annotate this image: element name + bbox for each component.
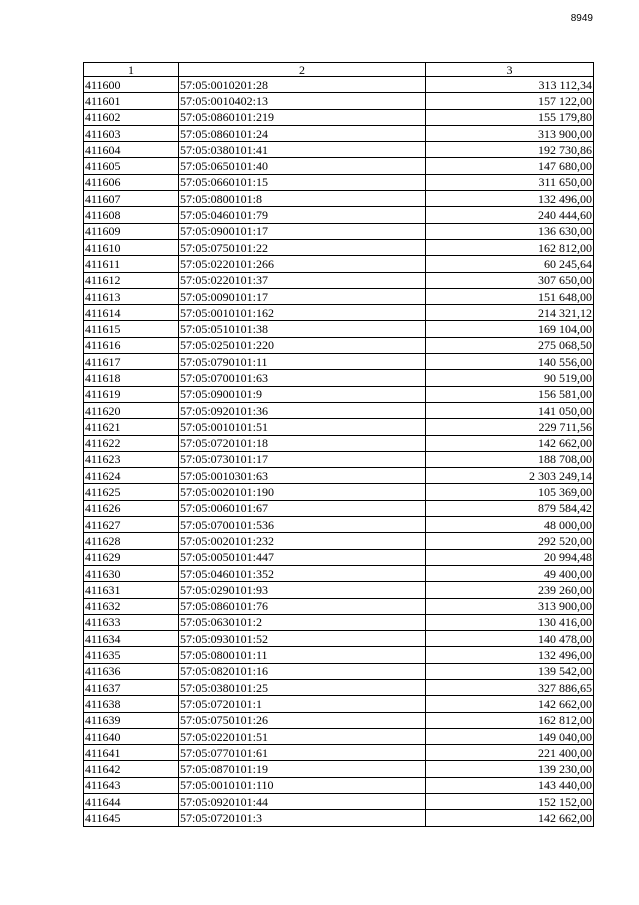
registry-number-cell: 411634 [84, 631, 179, 647]
header-row [84, 63, 594, 77]
table-row [84, 761, 594, 777]
table-row [84, 500, 594, 516]
cadastral-number-cell: 57:05:0090101:17 [179, 288, 426, 304]
table-row [84, 77, 594, 93]
cadastral-number-cell: 57:05:0870101:19 [179, 761, 426, 777]
cadastral-number-cell: 57:05:0920101:44 [179, 794, 426, 810]
table-row [84, 93, 594, 109]
table-row [84, 191, 594, 207]
table-row [84, 745, 594, 761]
table-row [84, 696, 594, 712]
value-cell: 192 730,86 [426, 142, 594, 158]
table-header [84, 63, 594, 77]
table-row [84, 239, 594, 255]
registry-number-cell: 411617 [84, 354, 179, 370]
table-row [84, 565, 594, 581]
registry-number-cell: 411631 [84, 582, 179, 598]
table-row [84, 598, 594, 614]
registry-number-cell: 411613 [84, 288, 179, 304]
cadastral-number-cell: 57:05:0380101:25 [179, 679, 426, 695]
table-row [84, 794, 594, 810]
table-row [84, 288, 594, 304]
registry-number-cell: 411622 [84, 435, 179, 451]
table-row [84, 712, 594, 728]
registry-number-cell: 411602 [84, 109, 179, 125]
value-cell: 140 556,00 [426, 354, 594, 370]
value-cell: 162 812,00 [426, 712, 594, 728]
registry-number-cell: 411635 [84, 647, 179, 663]
registry-number-cell: 411606 [84, 174, 179, 190]
value-cell: 152 152,00 [426, 794, 594, 810]
table-row [84, 109, 594, 125]
registry-number-cell: 411611 [84, 256, 179, 272]
cadastral-number-cell: 57:05:0730101:17 [179, 451, 426, 467]
registry-number-cell: 411645 [84, 810, 179, 826]
column-header-3: 3 [426, 63, 594, 77]
cadastral-number-cell: 57:05:0660101:15 [179, 174, 426, 190]
value-cell: 313 112,34 [426, 77, 594, 93]
value-cell: 49 400,00 [426, 565, 594, 581]
value-cell: 139 230,00 [426, 761, 594, 777]
table-body [84, 77, 594, 827]
cadastral-number-cell: 57:05:0010101:110 [179, 777, 426, 793]
cadastral-number-cell: 57:05:0930101:52 [179, 631, 426, 647]
cadastral-number-cell: 57:05:0800101:11 [179, 647, 426, 663]
registry-number-cell: 411610 [84, 239, 179, 255]
registry-number-cell: 411619 [84, 386, 179, 402]
cadastral-number-cell: 57:05:0460101:79 [179, 207, 426, 223]
registry-number-cell: 411643 [84, 777, 179, 793]
value-cell: 229 711,56 [426, 419, 594, 435]
registry-number-cell: 411605 [84, 158, 179, 174]
value-cell: 48 000,00 [426, 517, 594, 533]
table-row [84, 207, 594, 223]
table-row [84, 142, 594, 158]
cadastral-number-cell: 57:05:0220101:37 [179, 272, 426, 288]
table-row [84, 679, 594, 695]
table-row [84, 810, 594, 826]
value-cell: 20 994,48 [426, 549, 594, 565]
cadastral-number-cell: 57:05:0720101:3 [179, 810, 426, 826]
registry-number-cell: 411615 [84, 321, 179, 337]
registry-number-cell: 411632 [84, 598, 179, 614]
value-cell: 221 400,00 [426, 745, 594, 761]
registry-number-cell: 411614 [84, 305, 179, 321]
registry-number-cell: 411612 [84, 272, 179, 288]
table-row [84, 158, 594, 174]
value-cell: 141 050,00 [426, 402, 594, 418]
registry-number-cell: 411600 [84, 77, 179, 93]
value-cell: 130 416,00 [426, 614, 594, 630]
value-cell: 140 478,00 [426, 631, 594, 647]
registry-number-cell: 411639 [84, 712, 179, 728]
value-cell: 139 542,00 [426, 663, 594, 679]
registry-number-cell: 411624 [84, 468, 179, 484]
cadastral-number-cell: 57:05:0720101:1 [179, 696, 426, 712]
registry-number-cell: 411642 [84, 761, 179, 777]
table-row [84, 533, 594, 549]
registry-number-cell: 411626 [84, 500, 179, 516]
value-cell: 147 680,00 [426, 158, 594, 174]
table-row [84, 484, 594, 500]
table-row [84, 451, 594, 467]
value-cell: 157 122,00 [426, 93, 594, 109]
cadastral-number-cell: 57:05:0250101:220 [179, 337, 426, 353]
value-cell: 313 900,00 [426, 125, 594, 141]
value-cell: 879 584,42 [426, 500, 594, 516]
cadastral-number-cell: 57:05:0860101:76 [179, 598, 426, 614]
registry-number-cell: 411644 [84, 794, 179, 810]
table-row [84, 647, 594, 663]
registry-number-cell: 411620 [84, 402, 179, 418]
table-row [84, 174, 594, 190]
value-cell: 142 662,00 [426, 435, 594, 451]
value-cell: 311 650,00 [426, 174, 594, 190]
registry-number-cell: 411627 [84, 517, 179, 533]
value-cell: 132 496,00 [426, 647, 594, 663]
table-row [84, 549, 594, 565]
table-row [84, 305, 594, 321]
registry-table [83, 62, 594, 827]
cadastral-number-cell: 57:05:0060101:67 [179, 500, 426, 516]
registry-number-cell: 411641 [84, 745, 179, 761]
cadastral-number-cell: 57:05:0020101:232 [179, 533, 426, 549]
value-cell: 136 630,00 [426, 223, 594, 239]
cadastral-number-cell: 57:05:0750101:26 [179, 712, 426, 728]
registry-number-cell: 411616 [84, 337, 179, 353]
cadastral-number-cell: 57:05:0220101:266 [179, 256, 426, 272]
value-cell: 2 303 249,14 [426, 468, 594, 484]
table-row [84, 435, 594, 451]
value-cell: 292 520,00 [426, 533, 594, 549]
cadastral-number-cell: 57:05:0820101:16 [179, 663, 426, 679]
cadastral-number-cell: 57:05:0800101:8 [179, 191, 426, 207]
registry-number-cell: 411604 [84, 142, 179, 158]
value-cell: 188 708,00 [426, 451, 594, 467]
table-row [84, 256, 594, 272]
value-cell: 142 662,00 [426, 696, 594, 712]
value-cell: 214 321,12 [426, 305, 594, 321]
value-cell: 327 886,65 [426, 679, 594, 695]
value-cell: 60 245,64 [426, 256, 594, 272]
cadastral-number-cell: 57:05:0010201:28 [179, 77, 426, 93]
table-row [84, 614, 594, 630]
cadastral-number-cell: 57:05:0900101:17 [179, 223, 426, 239]
table-row [84, 777, 594, 793]
table-row [84, 337, 594, 353]
value-cell: 169 104,00 [426, 321, 594, 337]
cadastral-number-cell: 57:05:0900101:9 [179, 386, 426, 402]
value-cell: 162 812,00 [426, 239, 594, 255]
value-cell: 149 040,00 [426, 728, 594, 744]
table-row [84, 386, 594, 402]
cadastral-number-cell: 57:05:0720101:18 [179, 435, 426, 451]
cadastral-number-cell: 57:05:0010301:63 [179, 468, 426, 484]
registry-number-cell: 411607 [84, 191, 179, 207]
value-cell: 105 369,00 [426, 484, 594, 500]
value-cell: 240 444,60 [426, 207, 594, 223]
registry-number-cell: 411623 [84, 451, 179, 467]
value-cell: 132 496,00 [426, 191, 594, 207]
page-number: 8949 [570, 13, 593, 24]
cadastral-number-cell: 57:05:0700101:63 [179, 370, 426, 386]
cadastral-number-cell: 57:05:0010101:51 [179, 419, 426, 435]
cadastral-number-cell: 57:05:0220101:51 [179, 728, 426, 744]
cadastral-number-cell: 57:05:0460101:352 [179, 565, 426, 581]
registry-number-cell: 411608 [84, 207, 179, 223]
cadastral-number-cell: 57:05:0750101:22 [179, 239, 426, 255]
registry-number-cell: 411609 [84, 223, 179, 239]
table-row [84, 370, 594, 386]
cadastral-number-cell: 57:05:0790101:11 [179, 354, 426, 370]
column-header-1: 1 [84, 63, 179, 77]
value-cell: 142 662,00 [426, 810, 594, 826]
value-cell: 156 581,00 [426, 386, 594, 402]
table-row [84, 272, 594, 288]
value-cell: 90 519,00 [426, 370, 594, 386]
value-cell: 155 179,80 [426, 109, 594, 125]
registry-number-cell: 411636 [84, 663, 179, 679]
table-row [84, 468, 594, 484]
cadastral-number-cell: 57:05:0380101:41 [179, 142, 426, 158]
table-row [84, 321, 594, 337]
value-cell: 151 648,00 [426, 288, 594, 304]
registry-number-cell: 411629 [84, 549, 179, 565]
column-header-2: 2 [179, 63, 426, 77]
cadastral-number-cell: 57:05:0700101:536 [179, 517, 426, 533]
registry-number-cell: 411628 [84, 533, 179, 549]
registry-number-cell: 411603 [84, 125, 179, 141]
cadastral-number-cell: 57:05:0010101:162 [179, 305, 426, 321]
registry-number-cell: 411618 [84, 370, 179, 386]
cadastral-number-cell: 57:05:0770101:61 [179, 745, 426, 761]
value-cell: 307 650,00 [426, 272, 594, 288]
cadastral-number-cell: 57:05:0020101:190 [179, 484, 426, 500]
registry-number-cell: 411621 [84, 419, 179, 435]
value-cell: 143 440,00 [426, 777, 594, 793]
cadastral-number-cell: 57:05:0860101:219 [179, 109, 426, 125]
cadastral-number-cell: 57:05:0290101:93 [179, 582, 426, 598]
table-row [84, 419, 594, 435]
cadastral-number-cell: 57:05:0860101:24 [179, 125, 426, 141]
table-row [84, 125, 594, 141]
table-row [84, 582, 594, 598]
table-row [84, 517, 594, 533]
registry-number-cell: 411601 [84, 93, 179, 109]
cadastral-number-cell: 57:05:0650101:40 [179, 158, 426, 174]
cadastral-number-cell: 57:05:0510101:38 [179, 321, 426, 337]
registry-number-cell: 411630 [84, 565, 179, 581]
table-row [84, 223, 594, 239]
cadastral-number-cell: 57:05:0920101:36 [179, 402, 426, 418]
registry-number-cell: 411633 [84, 614, 179, 630]
value-cell: 275 068,50 [426, 337, 594, 353]
table-row [84, 402, 594, 418]
table-row [84, 631, 594, 647]
cadastral-number-cell: 57:05:0010402:13 [179, 93, 426, 109]
registry-number-cell: 411625 [84, 484, 179, 500]
registry-number-cell: 411637 [84, 679, 179, 695]
table-row [84, 663, 594, 679]
value-cell: 239 260,00 [426, 582, 594, 598]
cadastral-number-cell: 57:05:0050101:447 [179, 549, 426, 565]
value-cell: 313 900,00 [426, 598, 594, 614]
cadastral-number-cell: 57:05:0630101:2 [179, 614, 426, 630]
registry-number-cell: 411640 [84, 728, 179, 744]
table-row [84, 354, 594, 370]
table-row [84, 728, 594, 744]
registry-number-cell: 411638 [84, 696, 179, 712]
